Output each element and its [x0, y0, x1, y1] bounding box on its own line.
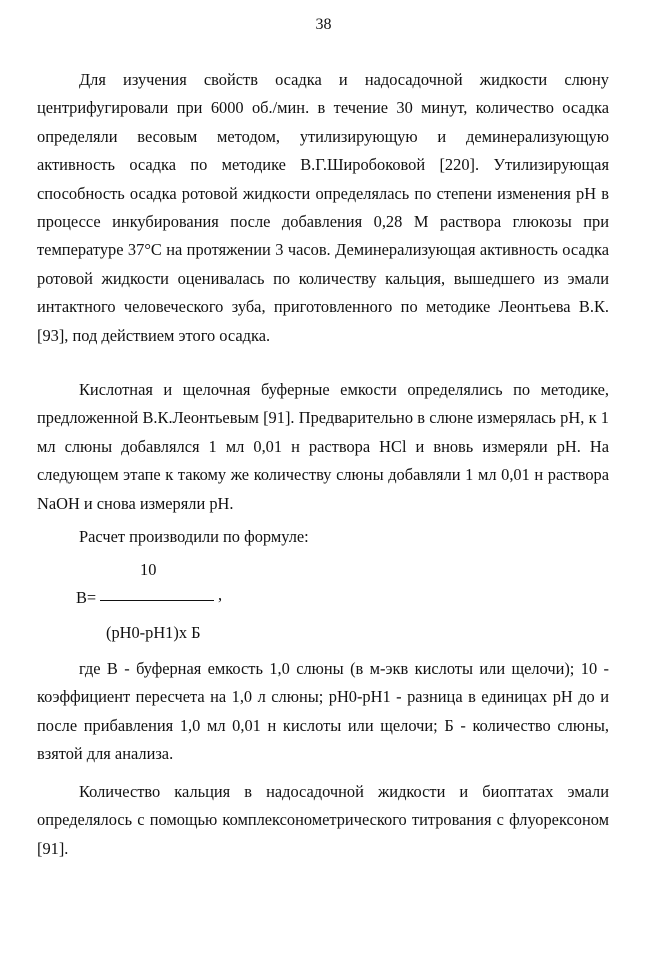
paragraph-calcium — [37, 778, 609, 863]
paragraph-text: Количество кальция в надосадочной жидкости и биоптатах эмали определялось с помощью комплексонометрического титрования с флуорексоном [91]. — [37, 782, 609, 858]
paragraph-formula-legend — [37, 655, 609, 769]
formula-denominator: (pH0-pH1)х Б — [106, 623, 201, 642]
paragraph-text: Для изучения свойств осадка и надосадочной жидкости слюну центрифугировали при 6000 об./мин. в течение 30 минут, количество осадка определяли весовым методом, утилизирующую и деминерализующую активность осадка по методике В.Г.Широбоковой [220]. Утилизирующая способность осадка ротовой жидкости определялась по степени изменения pH в процессе инкубирования после добавления 0,28 М раствора глюкозы при температуре 37°С на протяжении 3 часов. Деминерализующая активность осадка ротовой жидкости оценивалась по количеству кальция, вышедшего из эмали интактного человеческого зуба, приготовленного по методике Леонтьева В.К. [93], под действием этого осадка. — [37, 70, 609, 345]
page-number: 38 — [315, 16, 332, 33]
formula-numerator: 10 — [140, 560, 157, 579]
paragraph-text: Кислотная и щелочная буферные емкости определялись по методике, предложенной В.К.Леонтьевым [91]. Предварительно в слюне измерялась рН, к 1 мл слюны добавлялся 1 мл 0,01 н раствора HCl и вновь измеряли рН. На следующем этапе к такому же количеству слюны добавляли 1 мл 0,01 н раствора NaOH и снова измеряли рН. — [37, 380, 609, 513]
formula-lhs: В= — [76, 588, 97, 607]
paragraph-text: где В - буферная емкость 1,0 слюны (в м-экв кислоты или щелочи); 10 - коэффициент пересчета на 1,0 л слюны; pH0-pH1 - разница в единицах pH до и после прибавления 1,0 мл 0,01 н кислоты или щелочи; Б - количество слюны, взятой для анализа. — [37, 659, 609, 764]
formula-comma: , — [218, 585, 223, 604]
paragraph-text: Расчет производили по формуле: — [79, 527, 309, 546]
paragraph-buffer-capacity — [37, 376, 609, 518]
paragraph-methods-sediment — [37, 66, 609, 350]
paragraph-formula-intro — [37, 523, 609, 551]
formula-fraction-bar — [100, 600, 214, 601]
